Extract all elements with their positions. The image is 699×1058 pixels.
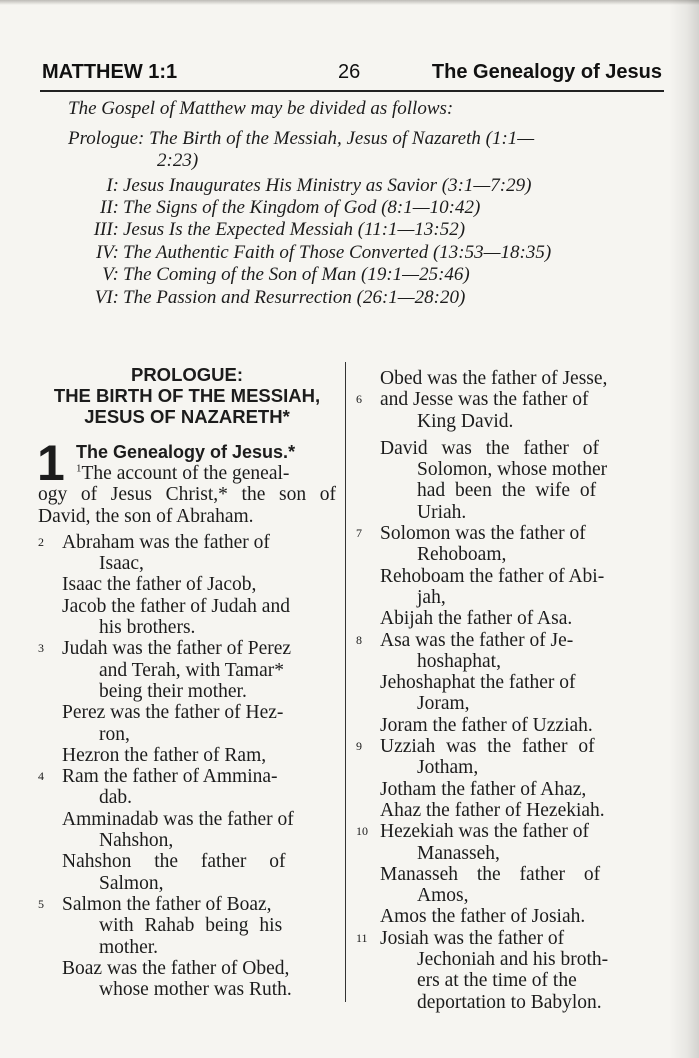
outline-part [0,264,470,286]
page-gutter-shadow [669,0,699,1058]
verse-line: Rehoboam the father of Abi- [380,565,605,587]
verse-text: and Jesse was the father of [380,389,589,411]
verse-line: Amos the father of Josiah. [380,906,586,928]
verse-line [38,937,336,958]
verse-number: 2 [38,534,44,549]
verse-text: hoshaphat, [417,650,501,672]
verse-text: Hezekiah was the father of [380,821,589,843]
verse-line: David was the father of [380,437,600,459]
section-heading-line: PROLOGUE: [130,364,244,385]
verse-line [356,693,658,714]
column-divider [345,362,346,1002]
outline-part [0,287,465,309]
verse-line [356,843,658,864]
verse-line: Jotham the father of Ahaz, [380,778,587,800]
outline-part [0,175,531,197]
verse-line [356,411,658,432]
verse-line: Manasseh the father of [380,863,601,885]
outline-prologue-line2: 2:23) [157,150,199,171]
verse-text: mother. [99,936,159,958]
outline-part [0,219,465,241]
verse-line [356,651,658,672]
verse-line [38,724,336,745]
verse-line [356,502,658,523]
outline-part-number: VI: [94,287,119,308]
verse-line [38,873,336,894]
verse-text: Amos, [417,885,469,907]
outline-part-number: III: [93,219,119,240]
verse-text: ron, [99,723,130,745]
verse-text: Salmon the father of Boaz, [62,893,272,915]
verse-text: Ram the father of Ammina- [62,766,278,788]
verse-text: deportation to Babylon. [417,991,602,1013]
verse-line [38,979,336,1000]
verse-number: 4 [38,769,44,784]
verse-text: Isaac, [99,553,144,575]
outline-intro: The Gospel of Matthew may be divided as follows: [68,98,454,119]
verse-line [356,459,658,480]
verse-text [76,463,336,484]
verse-line [356,480,658,501]
outline-part-title: The Signs of the Kingdom of God (8:1—10:42) [123,197,481,218]
verse-line [38,638,336,659]
verse-line [38,617,336,638]
verse-line [356,587,658,608]
verse-line: Boaz was the father of Obed, [62,957,290,979]
verse-text: ers at the time of the [417,970,577,992]
verse-line: The account of the geneal- [81,463,290,484]
verse-line: Isaac the father of Jacob, [62,574,257,596]
verse-line [356,949,658,970]
verse-number: 11 [356,930,368,945]
verse-number: 8 [356,632,362,647]
verse-text: Joram, [417,693,470,715]
verse-text: Salmon, [99,872,164,894]
verse-text: whose mother was Ruth. [99,979,292,1001]
verse-line [38,915,336,936]
outline-part-number: II: [100,197,119,218]
running-header [42,59,662,91]
verse-text: Josiah was the father of [380,927,565,949]
verse-text: jah, [417,586,446,608]
verse-line: Perez was the father of Hez- [62,702,284,724]
verse-line [356,736,658,757]
verse-line [356,992,658,1013]
outline-part-title: The Passion and Resurrection (26:1—28:20) [123,287,466,308]
verse-line: Abijah the father of Asa. [380,608,573,630]
pericope-heading: The Genealogy of Jesus.* [76,442,296,462]
verse-line [38,532,336,553]
right-column [356,368,658,1013]
section-heading-line: JESUS OF NAZARETH* [84,406,290,427]
outline-part-title: The Authentic Faith of Those Converted (13:53—18:35) [123,242,552,263]
verse-text: King David. [417,410,514,432]
verse-line [38,787,336,808]
verse-text: Uzziah was the father of [380,736,595,758]
verse-text: with Rahab being his [99,915,283,937]
section-heading [34,364,340,427]
chapter-opening [37,435,336,527]
verse-number: 7 [356,526,362,541]
verse-line [356,928,658,949]
outline-prologue-line1: Prologue: The Birth of the Messiah, Jesus of Nazareth (1:1— [68,128,535,149]
verse-text: dab. [99,787,133,809]
verse-number: 10 [356,824,368,839]
verse-text: Uriah. [417,501,467,523]
verse-line [356,544,658,565]
verse-line [38,894,336,915]
verse-number: 9 [356,739,362,754]
verse-line: Amminadab was the father of [62,808,294,830]
header-reference: MATTHEW 1:1 [42,61,178,83]
verse-text: and Terah, with Tamar* [99,659,284,681]
verse-line [356,970,658,991]
verse-line: Obed was the father of Jesse, [380,368,608,389]
verse-number: 6 [356,392,362,407]
verse-text: Solomon was the father of [380,523,586,545]
verse-number: 5 [38,896,44,911]
verse-text: Jechoniah and his broth- [417,949,609,971]
outline-part-title: Jesus Inaugurates His Ministry as Savior (3:1—7:29) [123,175,532,196]
verse-line [38,681,336,702]
page-number: 26 [338,61,361,83]
verse-line [38,830,336,851]
verse-text: Judah was the father of Perez [62,638,292,660]
page-top-shadow [0,0,699,5]
verse-line: ogy of Jesus Christ,* the son of [38,484,336,506]
verse-text: Rehoboam, [417,544,507,566]
verse-number: 3 [38,641,44,656]
verse-line [356,630,658,651]
outline-part [0,197,480,219]
chapter-number: 1 [37,435,65,491]
verse-text: Solomon, whose mother [417,459,608,481]
verse-line [356,885,658,906]
verse-text: Manasseh, [417,842,500,864]
verse-line [356,757,658,778]
verse-line: Joram the father of Uzziah. [380,714,593,736]
verse-line [356,821,658,842]
verse-text: had been the wife of [417,480,597,502]
verse-text: Asa was the father of Je- [380,629,574,651]
verse-line [38,553,336,574]
verse-line [356,523,658,544]
outline-prologue [68,128,668,172]
verse-block [38,532,336,1001]
header-rule [40,90,664,92]
verse-text: being their mother. [99,680,247,702]
verse-line: Jacob the father of Judah and [62,595,290,617]
verse-line [38,766,336,787]
section-heading-line: THE BIRTH OF THE MESSIAH, [53,385,321,406]
verse-number: 1 [76,462,82,475]
outline-part-title: The Coming of the Son of Man (19:1—25:46) [123,264,470,285]
verse-text: Jotham, [417,757,479,779]
verse-line: Ahaz the father of Hezekiah. [380,799,605,821]
verse-text: Nahshon, [99,830,174,852]
verse-line [356,389,658,410]
verse-line: David, the son of Abraham. [38,505,254,527]
verse-text: his brothers. [99,617,196,639]
outline-part-title: Jesus Is the Expected Messiah (11:1—13:52) [123,219,466,240]
verse-line: Hezron the father of Ram, [62,744,267,766]
outline-part-number: V: [102,264,119,285]
outline-part [0,242,551,264]
outline-part-number: IV: [95,242,119,263]
verse-line: Nahshon the father of [62,851,286,873]
header-title: The Genealogy of Jesus [431,61,662,83]
verse-text: Abraham was the father of [62,531,270,553]
verse-line [38,660,336,681]
left-column [38,364,336,1000]
verse-line: Jehoshaphat the father of [380,672,576,694]
outline-part-number: I: [106,175,119,196]
